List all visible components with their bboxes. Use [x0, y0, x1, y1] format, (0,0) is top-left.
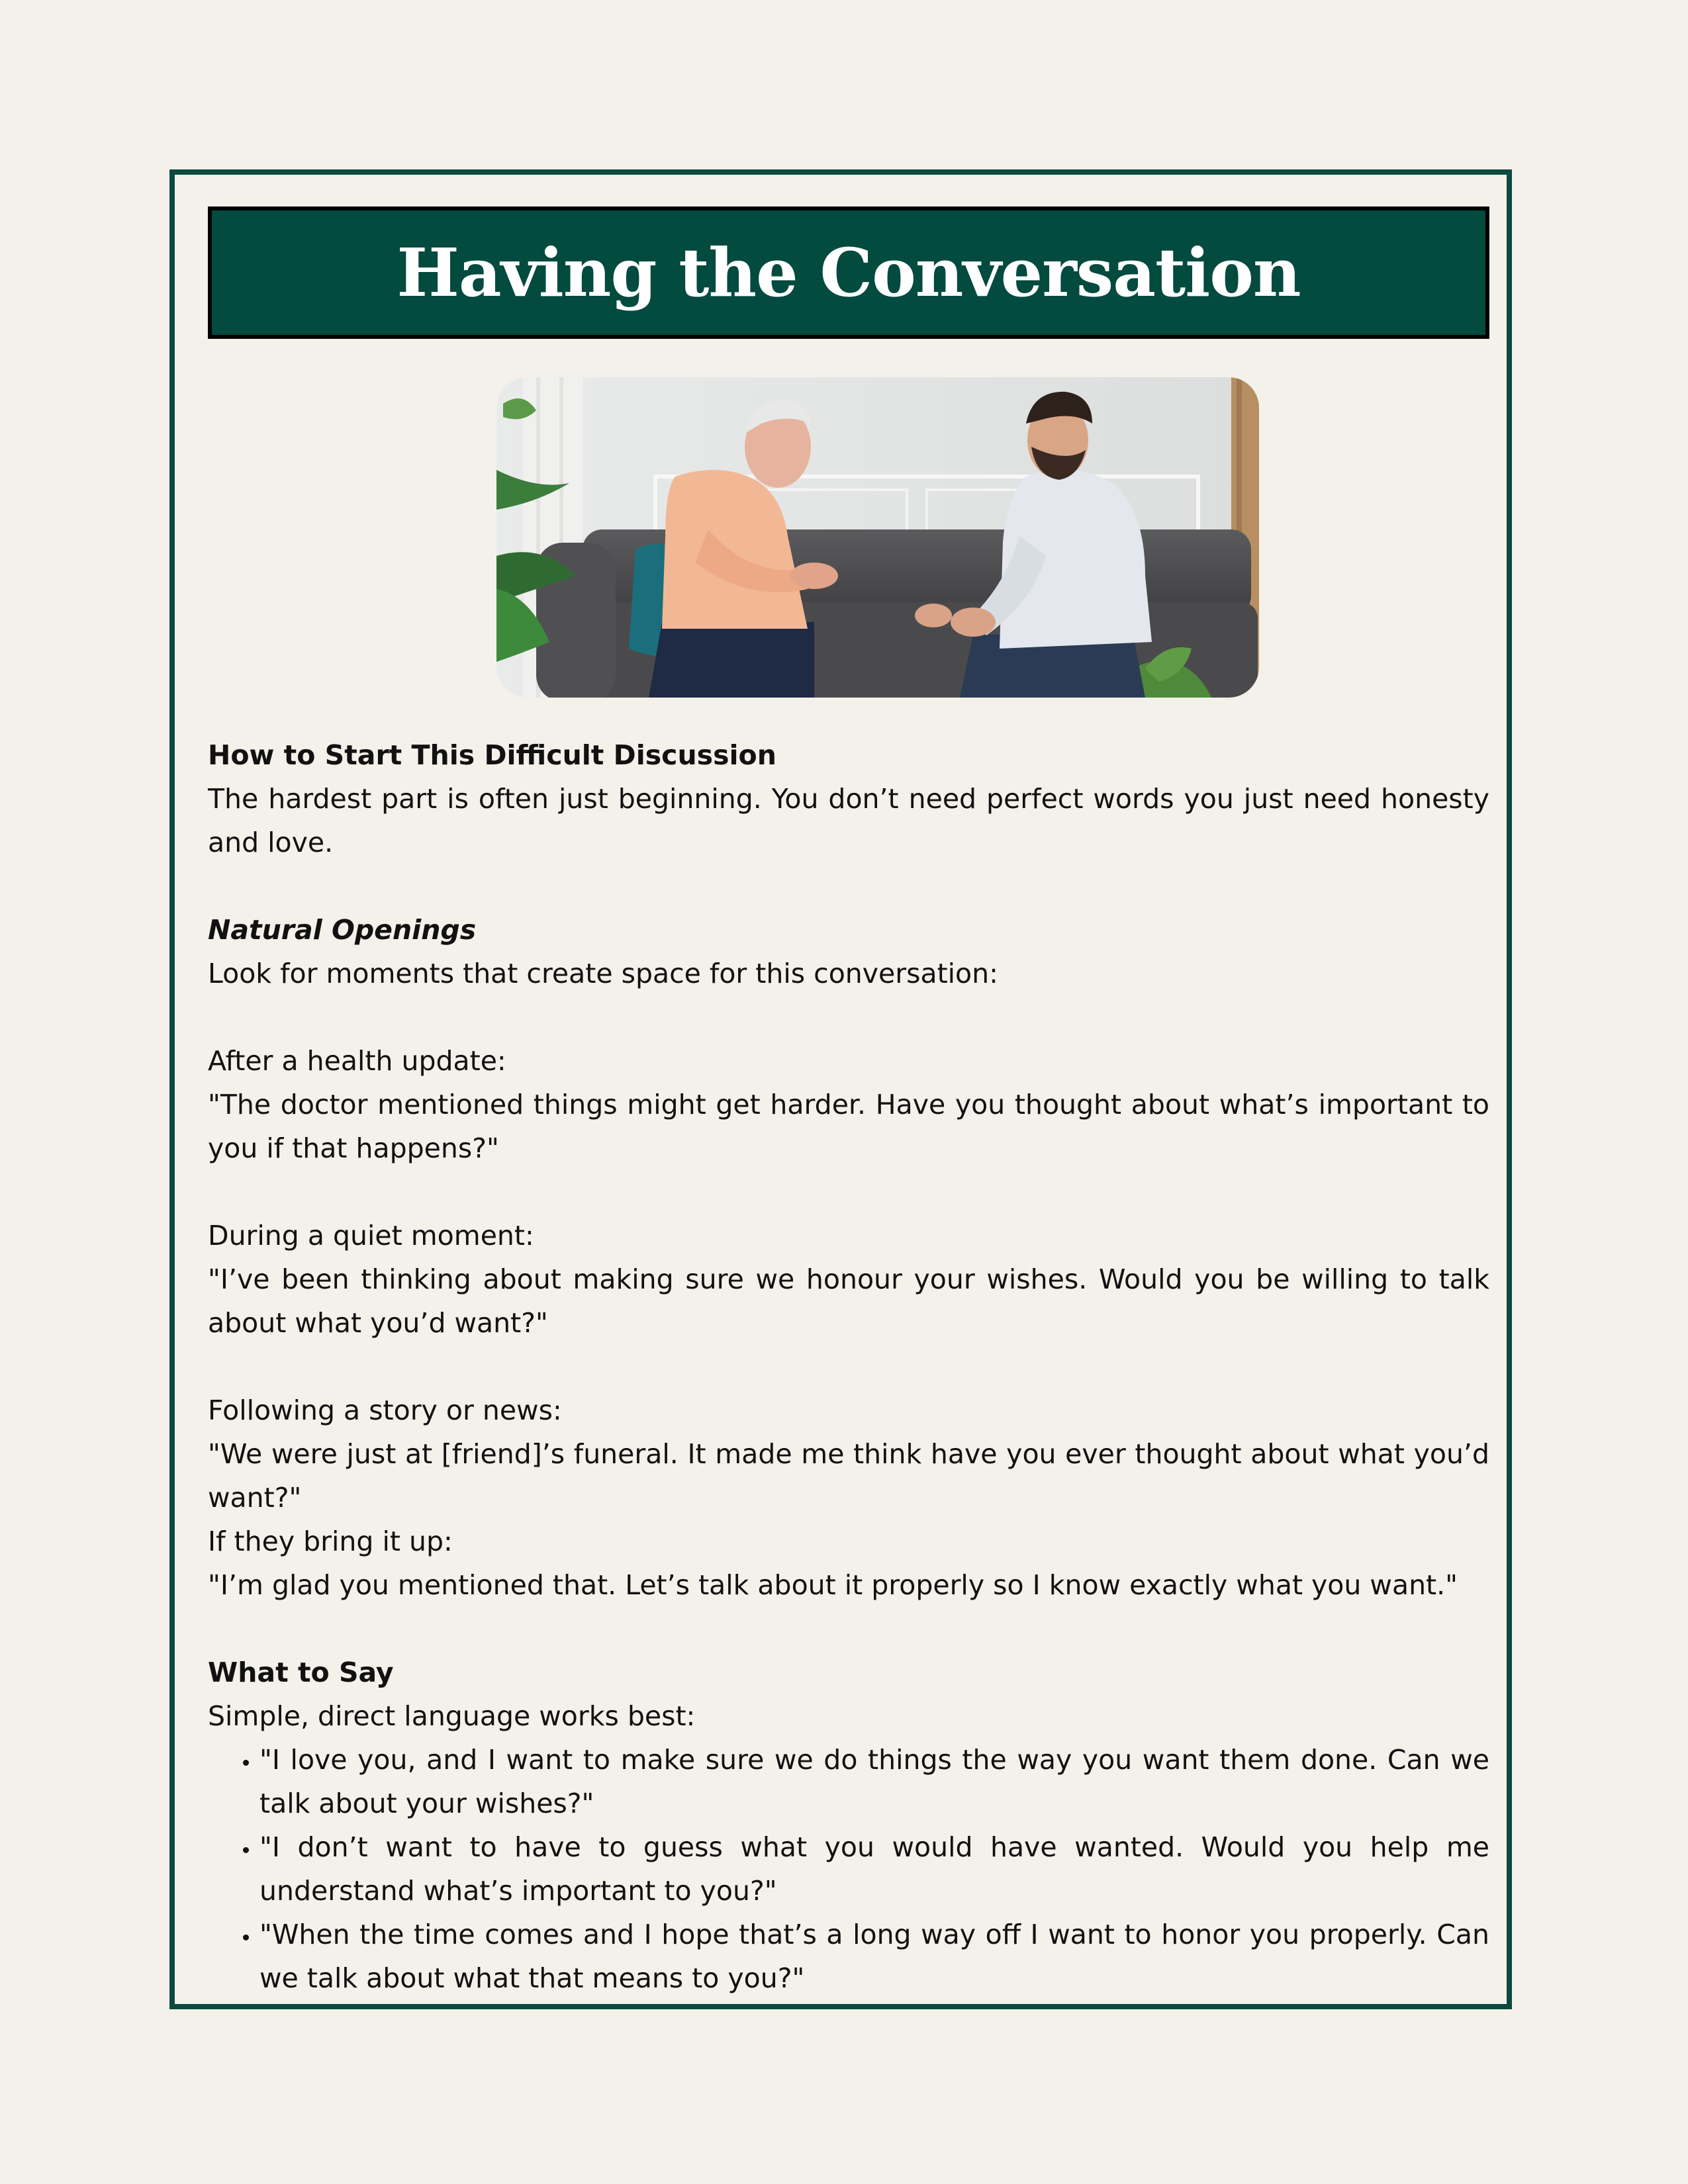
say-list: [208, 1738, 1489, 2000]
section-heading-start: How to Start This Difficult Discussion: [208, 739, 776, 771]
openings-intro: Look for moments that create space for this conversation:: [208, 958, 998, 989]
list-item: • "When the time comes and I hope that’s a long way off I want to honor you properly. Can we talk about what that means to you?": [259, 1913, 1489, 2000]
opening-quote: "I’m glad you mentioned that. Let’s talk about it properly so I know exactly what you want.": [208, 1569, 1458, 1601]
opening-quote: "I’ve been thinking about making sure we honour your wishes. Would you be willing to talk about what you’d want?": [208, 1263, 1489, 1339]
content-body: [208, 733, 1489, 2000]
opening-quote: "The doctor mentioned things might get harder. Have you thought about what’s important to you if that happens?": [208, 1089, 1489, 1164]
opening-label: If they bring it up:: [208, 1525, 453, 1557]
title-banner: [208, 206, 1489, 339]
list-item: • "I don’t want to have to guess what you would have wanted. Would you help me understand what’s important to you?": [259, 1825, 1489, 1913]
section-heading-openings: Natural Openings: [208, 914, 477, 946]
start-intro: The hardest part is often just beginning. You don’t need perfect words you just need honesty and love.: [208, 783, 1489, 858]
photo-two-men-talking-icon: [496, 377, 1259, 698]
opening-label: After a health update:: [208, 1045, 506, 1077]
opening-quote: "We were just at [friend]’s funeral. It made me think have you ever thought about what you’d want?": [208, 1438, 1489, 1514]
section-heading-what-to-say: What to Say: [208, 1657, 394, 1688]
page-title: Having the Conversation: [397, 234, 1301, 312]
say-intro: Simple, direct language works best:: [208, 1700, 696, 1732]
list-item: • "I love you, and I want to make sure we do things the way you want them done. Can we talk about your wishes?": [259, 1738, 1489, 1825]
page-frame: [169, 169, 1512, 2009]
opening-label: During a quiet moment:: [208, 1220, 534, 1251]
opening-label: Following a story or news:: [208, 1394, 562, 1426]
